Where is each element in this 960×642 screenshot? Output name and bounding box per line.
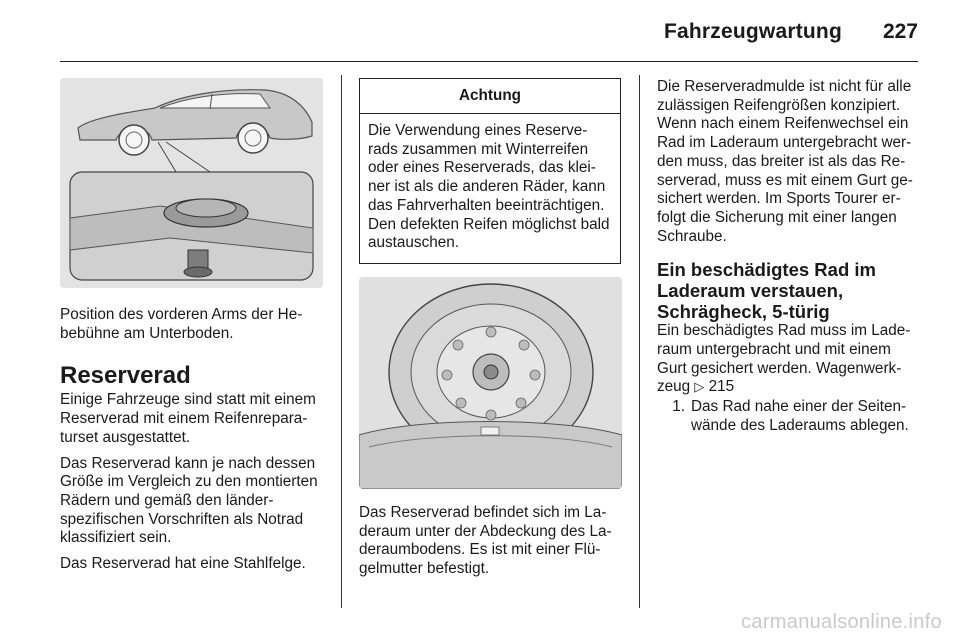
warning-box bbox=[359, 78, 621, 264]
section-heading: Ein beschädigtes Rad im Laderaum verstauen, Schrägheck, 5-türig bbox=[657, 259, 876, 323]
step-list bbox=[657, 398, 923, 435]
paragraph: Das Reserverad hat eine Stahlfelge. bbox=[60, 555, 306, 573]
paragraph: Einige Fahrzeuge sind statt mit einem Reserverad mit einem Reifenreparaturset ausgestattet. bbox=[60, 391, 316, 446]
spare-wheel-illustration bbox=[359, 277, 622, 489]
warning-title: Achtung bbox=[360, 79, 620, 114]
column-middle bbox=[359, 78, 622, 579]
list-item bbox=[657, 398, 923, 435]
paragraph: Die Reserveradmulde ist nicht für alle zulässigen Reifengrößen konzipiert. Wenn nach einem Reifenwechsel ein Rad im Laderaum untergebracht werden muss, das breiter ist als das Reserverad, muss es mit einem Gurt gesichert werden. Im Sports Tourer erfolgt die Sicherung mit einer langen Schraube. bbox=[657, 78, 913, 245]
figure-caption: Das Reserverad befindet sich im Laderaum unter der Abdeckung des Laderaumbodens. Es ist mit einer Flügelmutter befestigt. bbox=[359, 503, 612, 578]
warning-text: Die Verwendung eines Reserverads zusammen mit Winterreifen oder eines Reserverads, das kleiner ist als die anderen Räder, kann das Fahrverhalten beeinträchtigen. Den defekten Reifen möglichst bald austauschen. bbox=[368, 122, 610, 252]
column-right bbox=[657, 78, 923, 436]
column-divider bbox=[341, 75, 342, 608]
page-number: 227 bbox=[882, 20, 918, 43]
page-reference: 215 bbox=[708, 378, 735, 396]
car-lift-point-illustration bbox=[60, 78, 323, 288]
figure-caption: Position des vorderen Arms der Hebebühne am Unterboden. bbox=[60, 306, 303, 342]
paragraph bbox=[657, 322, 923, 397]
column-divider bbox=[639, 75, 640, 608]
page-header-title: Fahrzeugwartung bbox=[663, 20, 842, 43]
watermark: carmanualsonline.info bbox=[741, 611, 942, 633]
column-left bbox=[60, 78, 328, 574]
step-text: Das Rad nahe einer der Seitenwände des Laderaums ablegen. bbox=[691, 398, 909, 434]
page-reference-icon: ▷ bbox=[694, 379, 705, 395]
paragraph: Das Reserverad kann je nach dessen Größe im Vergleich zu den montierten Rädern und gemäß den länderspezifischen Vorschriften als Notrad klassifiziert sein. bbox=[60, 454, 318, 547]
section-heading: Reserverad bbox=[60, 362, 191, 390]
paragraph-text: Ein beschädigtes Rad muss im Laderaum untergebracht und mit einem Gurt gesichert werden. Wagenwerkzeug bbox=[657, 322, 911, 396]
step-number: 1. bbox=[672, 398, 685, 416]
header-divider bbox=[60, 61, 918, 62]
